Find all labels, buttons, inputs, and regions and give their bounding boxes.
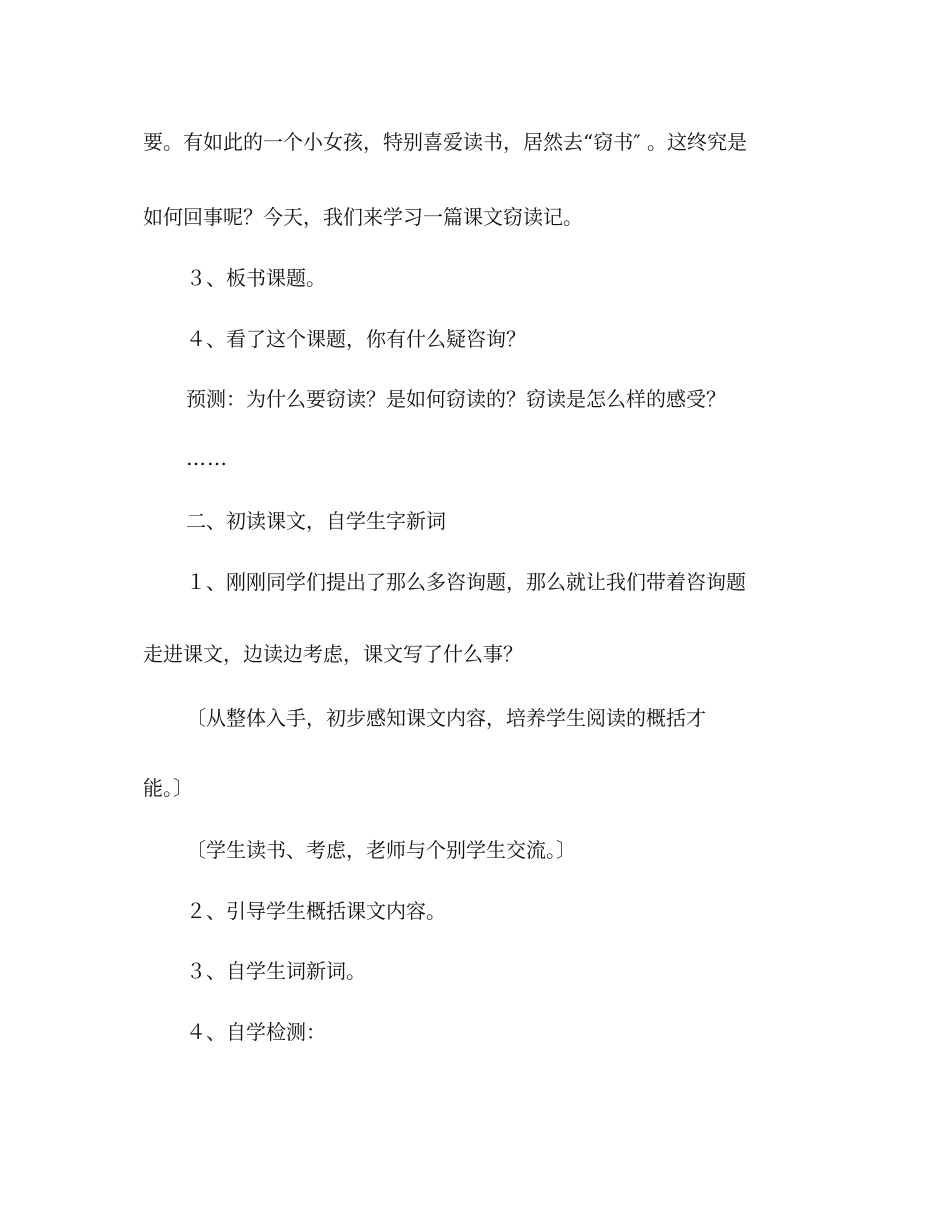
step-3-line: ３、自学生词新词。 <box>186 959 366 983</box>
note-line: 〔从整体入手，初步感知课文内容，培养学生阅读的概括才 <box>186 706 706 730</box>
ellipsis-line: …… <box>186 446 228 470</box>
paragraph-line: 如何回事呢？今天，我们来学习一篇课文窃读记。 <box>143 205 583 229</box>
step-4-line: ４、自学检测： <box>186 1020 326 1044</box>
prediction-line: 预测：为什么要窃读？是如何窃读的？窃读是怎么样的感受？ <box>186 387 726 411</box>
step-3-line: ３、板书课题。 <box>186 266 326 290</box>
note-line: 〔学生读书、考虑，老师与个别学生交流。〕 <box>186 838 576 862</box>
section-heading: 二、初读课文，自学生字新词 <box>186 509 446 533</box>
step-2-line: ２、引导学生概括课文内容。 <box>186 899 446 923</box>
step-1-line: １、刚刚同学们提出了那么多咨询题，那么就让我们带着咨询题 <box>186 570 746 594</box>
paragraph-line: 要。有如此的一个小女孩，特别喜爱读书，居然去“窃书″ 。这终究是 <box>143 130 748 154</box>
step-4-line: ４、看了这个课题，你有什么疑咨询？ <box>186 327 526 351</box>
note-continuation: 能。〕 <box>143 776 193 800</box>
step-1-continuation: 走进课文，边读边考虑，课文写了什么事？ <box>143 642 523 666</box>
